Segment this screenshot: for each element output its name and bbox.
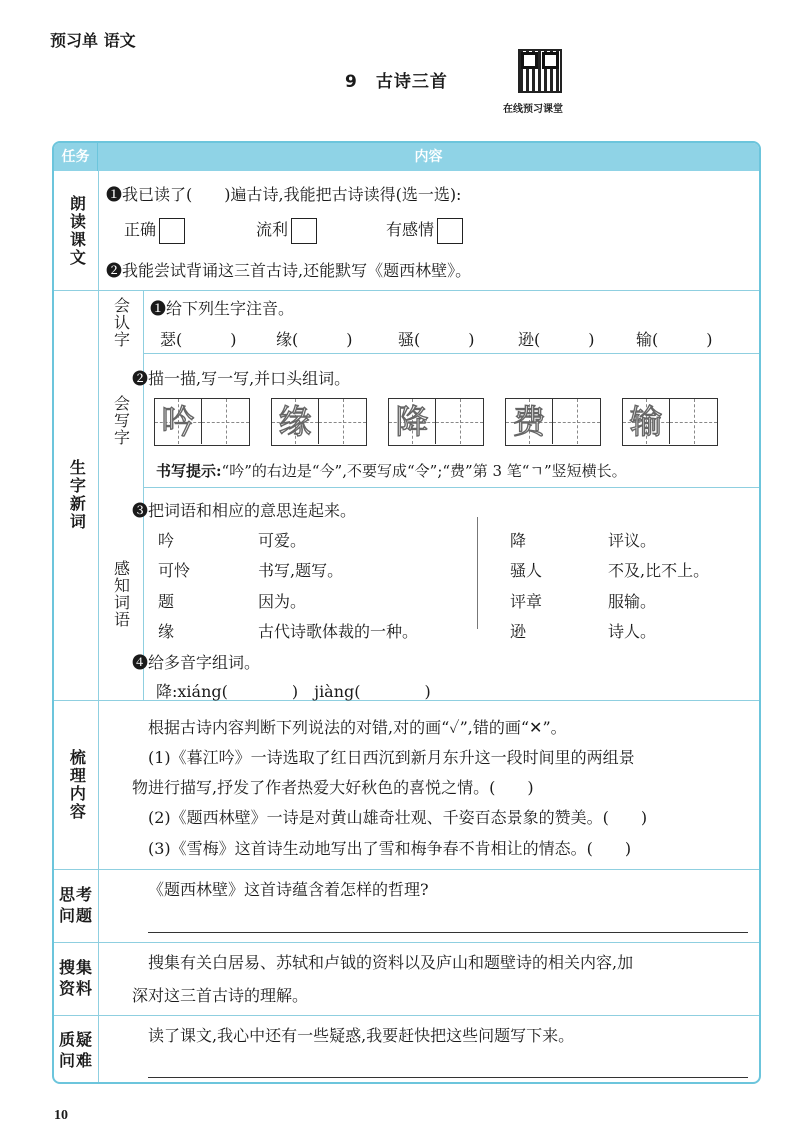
table-header — [54, 143, 759, 171]
match-meaning[interactable]: 古代诗歌体裁的一种。 — [258, 622, 419, 641]
pinyin-item[interactable]: 瑟( ) — [160, 330, 237, 349]
match-word[interactable]: 逊 — [510, 622, 527, 641]
write-question: ❷描一描,写一写,并口头组词。 — [132, 369, 351, 388]
sublabel-recognize: 会认字 — [111, 296, 131, 348]
writing-grid[interactable] — [154, 398, 250, 446]
perceive-question: ❸把词语和相应的意思连起来。 — [132, 501, 357, 520]
trace-cell: 输 — [623, 399, 670, 444]
reading-q2: ❷我能尝试背诵这三首古诗,还能默写《题西林壁》。 — [106, 261, 472, 280]
checkbox-emotion[interactable] — [437, 218, 463, 244]
trace-cell: 缘 — [272, 399, 319, 444]
polyphone-item[interactable]: 降:xiáng( ) jiàng( ) — [156, 682, 431, 701]
sublabel-perceive: 感知词语 — [111, 560, 131, 628]
match-meaning[interactable]: 评议。 — [608, 531, 657, 550]
row-label-think: 思考问题 — [58, 884, 93, 925]
qr-caption: 在线预习课堂 — [503, 104, 563, 115]
match-meaning[interactable]: 不及,比不上。 — [608, 561, 710, 580]
lesson-title-text: 古诗三首 — [375, 72, 448, 92]
answer-line[interactable] — [148, 1077, 748, 1078]
option-correct: 正确 — [124, 217, 185, 244]
blank-cell[interactable] — [202, 399, 249, 444]
collect-text: 深对这三首古诗的理解。 — [132, 986, 309, 1005]
recognize-question: ❶给下列生字注音。 — [150, 299, 295, 318]
collect-text: 搜集有关白居易、苏轼和卢钺的资料以及庐山和题壁诗的相关内容,加 — [148, 953, 634, 972]
trace-cell: 降 — [389, 399, 436, 444]
writing-tip — [156, 460, 627, 481]
writing-grid[interactable] — [622, 398, 718, 446]
pinyin-item[interactable]: 缘( ) — [276, 330, 353, 349]
header-label: 预习单 语文 — [50, 31, 136, 50]
pinyin-item[interactable]: 骚( ) — [398, 330, 475, 349]
row-divider — [54, 942, 759, 943]
sort-statement[interactable]: (2)《题西林壁》一诗是对黄山雄奇壮观、千姿百态景象的赞美。( ) — [148, 808, 648, 827]
answer-line[interactable] — [148, 932, 748, 933]
match-meaning[interactable]: 诗人。 — [608, 622, 657, 641]
sort-statement[interactable]: 物进行描写,抒发了作者热爱大好秋色的喜悦之情。( ) — [132, 778, 534, 797]
match-word[interactable]: 降 — [510, 531, 527, 550]
row-divider — [54, 869, 759, 870]
option-fluent: 流利 — [256, 217, 317, 244]
writing-grid[interactable] — [271, 398, 367, 446]
match-meaning[interactable]: 可爱。 — [258, 531, 307, 550]
writing-tip-label: 书写提示: — [156, 462, 222, 480]
match-meaning[interactable]: 书写,题写。 — [258, 561, 344, 580]
row-divider — [54, 290, 759, 291]
match-word[interactable]: 吟 — [158, 531, 175, 550]
match-meaning[interactable]: 因为。 — [258, 592, 307, 611]
writing-grid[interactable] — [388, 398, 484, 446]
lesson-title — [345, 67, 448, 92]
sub-row-divider — [143, 487, 759, 488]
match-word[interactable]: 评章 — [510, 592, 543, 611]
page-number: 10 — [54, 1108, 68, 1123]
match-word[interactable]: 可怜 — [158, 561, 191, 580]
row-label-collect: 搜集资料 — [58, 957, 93, 998]
pinyin-item[interactable]: 输( ) — [636, 330, 713, 349]
blank-cell[interactable] — [553, 399, 600, 444]
header-task: 任务 — [54, 143, 98, 171]
row-label-chars: 生字新词 — [67, 459, 87, 531]
match-word[interactable]: 题 — [158, 592, 175, 611]
match-column-separator — [477, 517, 478, 629]
header-content: 内容 — [414, 149, 443, 165]
checkbox-fluent[interactable] — [291, 218, 317, 244]
sort-statement[interactable]: (3)《雪梅》这首诗生动地写出了雪和梅争春不肯相让的情态。( ) — [148, 839, 632, 858]
row-divider — [54, 1015, 759, 1016]
reading-q1: ❶我已读了( )遍古诗,我能把古诗读得(选一选): — [106, 185, 462, 204]
blank-cell[interactable] — [670, 399, 717, 444]
row-label-sort: 梳理内容 — [67, 748, 87, 821]
pinyin-item[interactable]: 逊( ) — [518, 330, 595, 349]
match-meaning[interactable]: 服输。 — [608, 592, 657, 611]
think-question: 《题西林壁》这首诗蕴含着怎样的哲理? — [148, 880, 429, 899]
sort-statement: (1)《暮江吟》一诗选取了红日西沉到新月东升这一段时间里的两组景 — [148, 748, 635, 767]
match-word[interactable]: 缘 — [158, 622, 175, 641]
checkbox-correct[interactable] — [159, 218, 185, 244]
option-emotion: 有感情 — [386, 217, 463, 244]
preview-table — [52, 141, 761, 1084]
match-word[interactable]: 骚人 — [510, 561, 543, 580]
doubt-question: 读了课文,我心中还有一些疑惑,我要赶快把这些问题写下来。 — [148, 1026, 575, 1045]
blank-cell[interactable] — [436, 399, 483, 444]
sort-intro: 根据古诗内容判断下列说法的对错,对的画“✓”,错的画“✕”。 — [148, 718, 567, 737]
lesson-number: 9 — [345, 72, 358, 92]
trace-cell: 费 — [506, 399, 553, 444]
row-label-doubt: 质疑问难 — [58, 1029, 93, 1070]
row-label-reading: 朗读课文 — [67, 194, 87, 267]
sub-row-divider — [143, 353, 759, 354]
trace-cell: 吟 — [155, 399, 202, 444]
qr-code-icon[interactable] — [518, 49, 562, 93]
writing-grid[interactable] — [505, 398, 601, 446]
sublabel-write: 会写字 — [111, 395, 131, 446]
polyphone-question: ❹给多音字组词。 — [132, 653, 261, 672]
writing-tip-text: “吟”的右边是“今”,不要写成“令”;“费”第 3 笔“ㄱ”竖短横长。 — [221, 462, 627, 480]
blank-cell[interactable] — [319, 399, 366, 444]
sub-column-divider — [143, 290, 144, 700]
